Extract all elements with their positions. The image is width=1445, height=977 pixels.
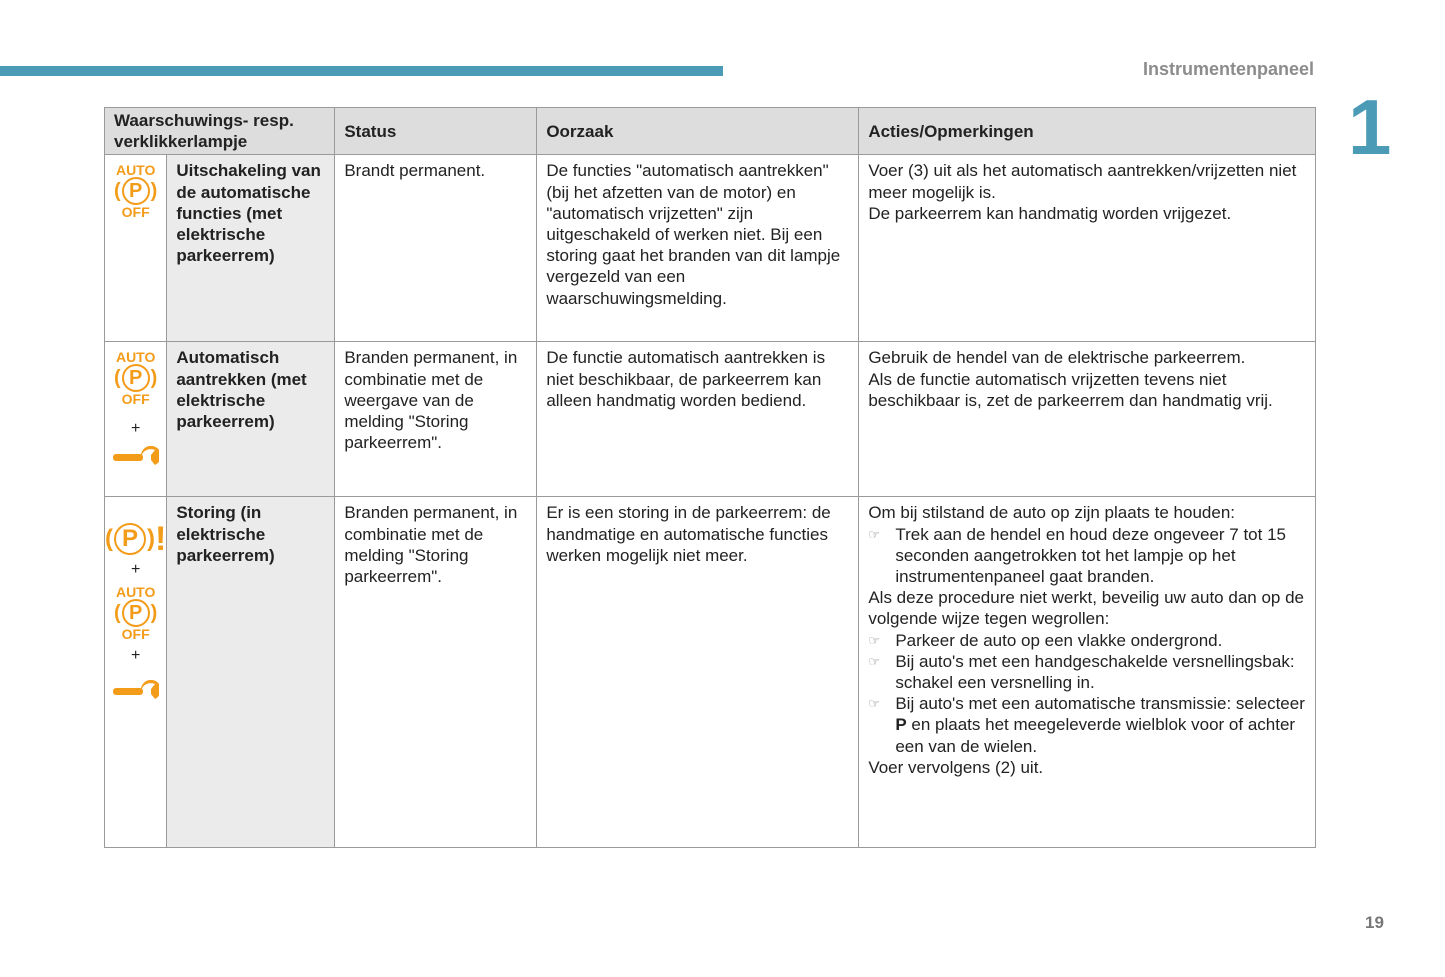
lamp-name: Uitschakeling van de automatische functies (met elektrische parkeerrem): [167, 155, 335, 342]
column-header-actions: Acties/Opmerkingen: [859, 108, 1316, 155]
status-cell: Brandt permanent.: [335, 155, 537, 342]
bullet-item: ☞ Parkeer de auto op een vlakke ondergrond.: [868, 630, 1223, 650]
lamp-icons: [105, 155, 167, 342]
header-accent-bar: [0, 66, 723, 76]
column-header-cause: Oorzaak: [537, 108, 859, 155]
plus-sign: +: [130, 646, 141, 664]
cause-cell: De functies "automatisch aantrekken" (bij het afzetten van de motor) en "automatisch vrijzetten" zijn uitgeschakeld of werken niet. Bij een storing gaat het branden van dit lampje vergezeld van een waarschuwingsmelding.: [537, 155, 859, 342]
warning-lamps-table: [104, 107, 1316, 848]
actions-cell: Om bij stilstand de auto op zijn plaats te houden: ☞ Trek aan de hendel en houd deze ongeveer 7 tot 15 seconden aangetrokken tot het lampje op het instrumentenpaneel gaat branden. Als deze procedure niet werkt, beveilig uw auto dan op de volgende wijze tegen wegrollen: ☞ Parkeer de auto op een vlakke ondergrond. ☞ Bij auto's met een handgeschakelde versnellingsbak: schakel een versnelling in. ☞ Bij auto's met een automatische transmissie: selecteer P en plaats het meegeleverde wielblok voor of achter een van de wielen. Voer vervolgens (2) uit.: [859, 497, 1316, 848]
actions-cell: Voer (3) uit als het automatisch aantrekken/vrijzetten niet meer mogelijk is. De parkeerrem kan handmatig worden vrijgezet.: [859, 155, 1316, 342]
section-title: Instrumentenpaneel: [1142, 59, 1314, 79]
status-cell: Branden permanent, in combinatie met de weergave van de melding "Storing parkeerrem".: [335, 342, 537, 497]
lamp-icons: [105, 342, 167, 497]
wrench-service-icon: [113, 680, 159, 702]
plus-sign: +: [130, 420, 141, 438]
auto-p-off-lamp-icon: AUTO ( P ) OFF: [113, 162, 158, 221]
plus-sign: +: [130, 561, 141, 579]
bullet-item: ☞ Trek aan de hendel en houd deze ongeveer 7 tot 15 seconden aangetrokken tot het lampje op het instrumentenpaneel gaat branden.: [868, 524, 1286, 587]
auto-p-off-lamp-icon: AUTO ( P ) OFF: [113, 583, 158, 642]
bullet-item: ☞ Bij auto's met een handgeschakelde versnellingsbak: schakel een versnelling in.: [868, 651, 1295, 693]
column-header-status: Status: [335, 108, 537, 155]
table-row: [105, 155, 1316, 342]
page-number: 19: [1365, 913, 1384, 932]
pointing-hand-icon: ☞: [868, 526, 880, 542]
bullet-item: ☞ Bij auto's met een automatische transmissie: selecteer P en plaats het meegeleverde wielblok voor of achter een van de wielen.: [868, 694, 1305, 756]
column-header-lamp: Waarschuwings- resp. verklikkerlampje: [105, 108, 335, 155]
status-cell: Branden permanent, in combinatie met de melding "Storing parkeerrem".: [335, 497, 537, 848]
pointing-hand-icon: ☞: [868, 696, 880, 712]
wrench-service-icon: [113, 446, 159, 468]
actions-cell: Gebruik de hendel van de elektrische parkeerrem. Als de functie automatisch vrijzetten tevens niet beschikbaar is, zet de parkeerrem dan handmatig vrij.: [859, 342, 1316, 497]
table-row: [105, 497, 1316, 848]
table-row: [105, 342, 1316, 497]
pointing-hand-icon: ☞: [868, 632, 880, 648]
lamp-name: Storing (in elektrische parkeerrem): [167, 497, 335, 848]
auto-p-off-lamp-icon: AUTO ( P ) OFF: [113, 349, 158, 408]
chapter-number: 1: [1348, 83, 1392, 171]
pointing-hand-icon: ☞: [868, 653, 880, 669]
parking-brake-fault-lamp-icon: ( P ) !: [105, 520, 167, 559]
lamp-name: Automatisch aantrekken (met elektrische parkeerrem): [167, 342, 335, 497]
cause-cell: De functie automatisch aantrekken is niet beschikbaar, de parkeerrem kan alleen handmatig worden bediend.: [537, 342, 859, 497]
table-header-row: [105, 108, 1316, 155]
lamp-icons: [105, 497, 167, 848]
cause-cell: Er is een storing in de parkeerrem: de handmatige en automatische functies werken mogelijk niet meer.: [537, 497, 859, 848]
